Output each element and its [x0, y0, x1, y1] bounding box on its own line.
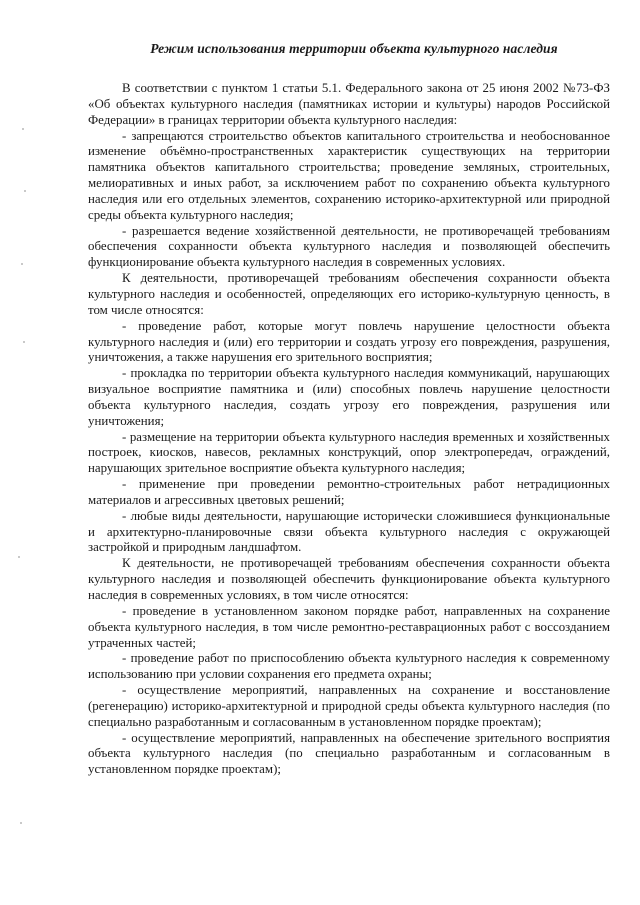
document-page: [88, 40, 610, 778]
paragraph: - осуществление мероприятий, направленных на сохранение и восстановление (регенерацию) историко-архитектурной и природной среды объекта культурного наследия (по специально разработанным и согласованным в установленном порядке проектам);: [88, 683, 610, 729]
paragraph: - размещение на территории объекта культурного наследия временных и хозяйственных построек, киосков, навесов, рекламных конструкций, опор электропередач, ограждений, нарушающих зрительное восприятие объекта культурного наследия;: [88, 429, 610, 476]
paragraph: - осуществление мероприятий, направленных на обеспечение зрительного восприятия объекта культурного наследия (по специально разработанным и согласованным в установленном порядке проектам);: [88, 730, 610, 777]
scan-speck: [24, 190, 26, 192]
scan-speck: [21, 263, 23, 265]
paragraph: В соответствии с пунктом 1 статьи 5.1. Федерального закона от 25 июня 2002 №73-ФЗ «Об объектах культурного наследия (памятниках истории и культуры) народов Российской Федерации» в границах территории объекта культурного наследия:: [88, 81, 610, 127]
paragraph: - разрешается ведение хозяйственной деятельности, не противоречащей требованиям обеспечения сохранности объекта культурного наследия и позволяющей обеспечить функционирование объекта культурного наследия в современных условиях.: [88, 223, 610, 270]
paragraph: - запрещаются строительство объектов капитального строительства и необоснованное изменение объёмно-пространственных характеристик существующих на территории памятника объектов капитального строительства; проведение земляных, строительных, мелиоративных и иных работ, за исключением работ по сохранению объекта культурного наследия или его отдельных элементов, сохранению историко-архитектурной или природной среды объекта культурного наследия;: [88, 128, 610, 222]
scan-speck: [22, 128, 24, 130]
scan-speck: [18, 556, 20, 558]
scan-speck: [20, 822, 22, 824]
paragraph: - любые виды деятельности, нарушающие исторически сложившиеся функциональные и архитектурно-планировочные связи объекта культурного наследия с окружающей застройкой и природным ландшафтом.: [88, 508, 610, 555]
paragraph: - проведение работ по приспособлению объекта культурного наследия к современному использованию при условии сохранения его предмета охраны;: [88, 651, 610, 682]
paragraph: - проведение в установленном законом порядке работ, направленных на сохранение объекта культурного наследия, в том числе ремонтно-реставрационных работ с воссозданием утраченных частей;: [88, 603, 610, 650]
paragraph: К деятельности, не противоречащей требованиям обеспечения сохранности объекта культурного наследия и позволяющей обеспечить функционирование объекта культурного наследия в современных условиях, в том числе относятся:: [88, 556, 610, 602]
document-title: Режим использования территории объекта культурного наследия: [150, 41, 558, 56]
document-body: [88, 81, 610, 778]
paragraph: К деятельности, противоречащей требованиям обеспечения сохранности объекта культурного наследия и особенностей, определяющих его историко-культурную ценность, в том числе относятся:: [88, 271, 610, 317]
scan-speck: [23, 341, 25, 343]
paragraph: - применение при проведении ремонтно-строительных работ нетрадиционных материалов и агрессивных цветовых решений;: [88, 477, 610, 507]
paragraph: - прокладка по территории объекта культурного наследия коммуникаций, нарушающих визуальное восприятие памятника и (или) способных повлечь нарушение целостности объекта культурного наследия, создать угрозу его повреждения, разрушения или уничтожения;: [88, 366, 610, 428]
paragraph: - проведение работ, которые могут повлечь нарушение целостности объекта культурного наследия и (или) его территории и создать угрозу его повреждения, разрушения, уничтожения, а также нарушения его зрительного восприятия;: [88, 318, 610, 365]
